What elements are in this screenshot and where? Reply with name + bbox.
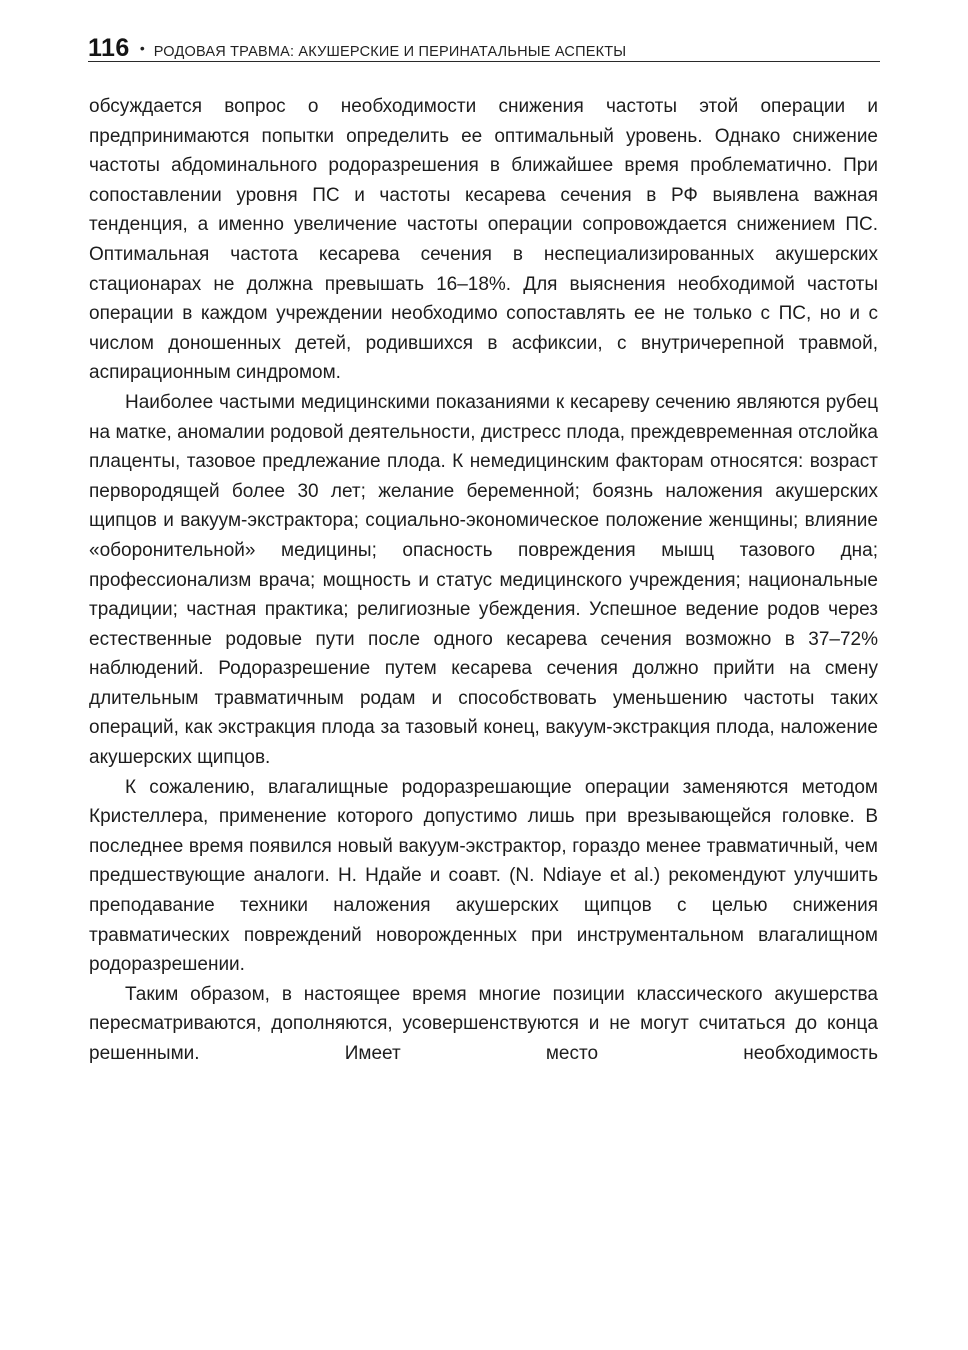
header-rule <box>88 61 880 62</box>
page-number: 116 <box>88 34 130 62</box>
body-text <box>89 92 878 1069</box>
paragraph-3: К сожалению, влагалищные родоразрешающие операции заменяются методом Кристеллера, применение которого допустимо лишь при врезывающейся головке. В последнее время появился новый вакуум-экстрактор, гораздо менее травматичный, чем предшествующие аналоги. Н. Ндайе и соавт. (N. Ndiaye et al.) рекомендуют улучшить преподавание техники наложения акушерских щипцов с целью снижения травматических повреждений новорожденных при инструментальном влагалищном родоразрешении. <box>89 776 878 976</box>
paragraph-4: Таким образом, в настоящее время многие позиции классического акушерства пересматриваются, дополняются, усовершенствуются и не могут считаться до конца решенными. Имеет место необходимость <box>89 983 878 1064</box>
paragraph-1: обсуждается вопрос о необходимости снижения частоты этой операции и предпринимаются попытки определить ее оптимальный уровень. Однако снижение частоты абдоминального родоразрешения в ближайшее время проблематично. При сопоставлении уровня ПС и частоты кесарева сечения в РФ выявлена важная тенденция, а именно увеличение частоты операции сопровождается снижением ПС. Оптимальная частота кесарева сечения в неспециализированных акушерских стационарах не должна превышать 16–18%. Для выяснения необходимой частоты операции в каждом учреждении необходимо сопоставлять ее не только с ПС, но и с числом доношенных детей, родившихся в асфиксии, с внутричерепной травмой, аспирационным синдромом. <box>89 96 878 384</box>
header-bullet: • <box>139 40 145 56</box>
running-head <box>88 34 878 60</box>
running-title: РОДОВАЯ ТРАВМА: АКУШЕРСКИЕ И ПЕРИНАТАЛЬНЫЕ АСПЕКТЫ <box>153 44 627 60</box>
paragraph-2: Наиболее частыми медицинскими показаниями к кесареву сечению являются рубец на матке, аномалии родовой деятельности, дистресс плода, преждевременная отслойка плаценты, тазовое предлежание плода. К немедицинским факторам относятся: возраст первородящей более 30 лет; желание беременной; боязнь наложения акушерских щипцов и вакуум-экстрактора; социально-экономическое положение женщины; влияние «оборонительной» медицины; опасность повреждения мышц тазового дна; профессионализм врача; мощность и статус медицинского учреждения; национальные традиции; частная практика; религиозные убеждения. Успешное ведение родов через естественные родовые пути после одного кесарева сечения возможно в 37–72% наблюдений. Родоразрешение путем кесарева сечения должно прийти на смену длительным травматичным родам и способствовать уменьшению частоты таких операций, как экстракция плода за тазовый конец, вакуум-экстракция плода, наложение акушерских щипцов. <box>89 391 878 769</box>
